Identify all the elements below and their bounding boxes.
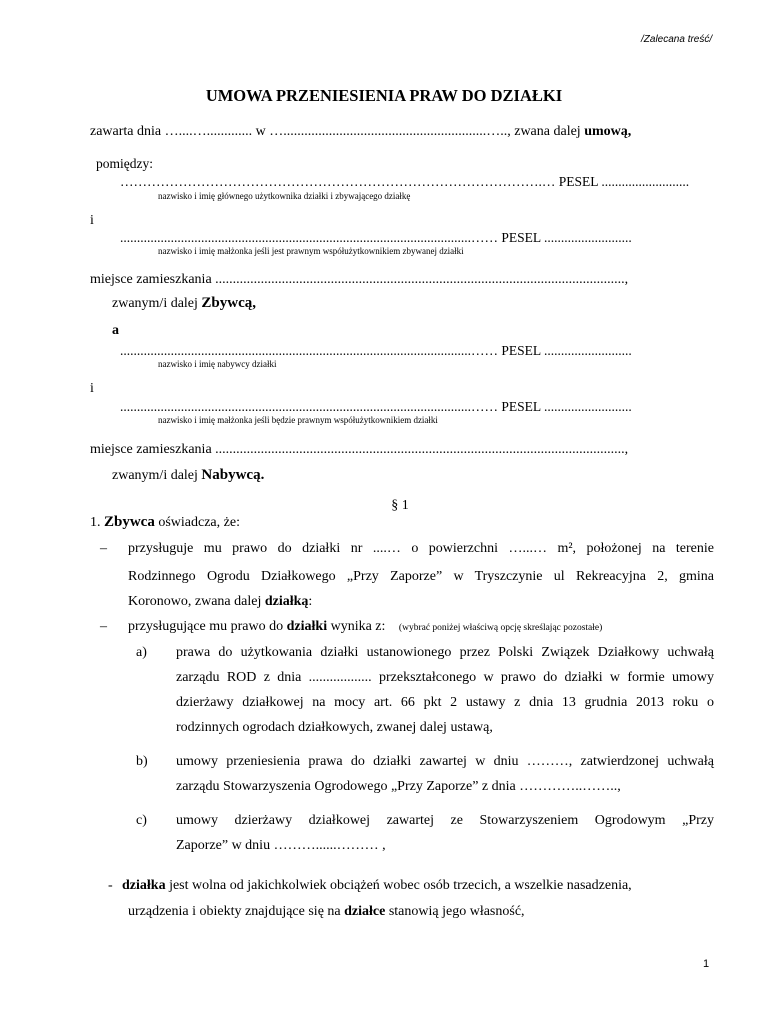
buyer-named-bold: Nabywcą. [201,467,265,483]
dash1-line3 [128,594,312,610]
seller-named-prefix: zwanym/i dalej [112,296,202,311]
header-note: /Zalecana treść/ [641,34,713,45]
buyer-named-line [112,467,264,484]
option-a-line1: prawa do użytkowania działki ustanowionego przez Polski Związek Działkowy uchwałą [176,645,714,660]
final-line2-text: urządzenia i obiekty znajdujące się na [128,904,345,919]
option-a-line4: rodzinnych ogrodach działkowych, zwanej dalej ustawą, [176,720,493,735]
option-c-line2: Zaporze” w dniu ………......……… , [176,838,386,853]
item-1-bold: Zbywca [104,514,155,530]
and-label-a: a [112,323,119,338]
section-symbol: § 1 [391,498,409,513]
dash2-text: przysługujące mu prawo do [128,619,287,634]
buyer-caption: nazwisko i imię nabywcy działki [158,359,277,369]
option-a-label: a) [136,645,147,660]
and-label-2: i [90,381,94,396]
dash-bullet-1: – [100,541,107,556]
final-bold-2: działce [344,904,386,919]
buyer-spouse-line: ........................................................................................................…… PESEL .......................... [120,399,632,414]
item-1-text: oświadcza, że: [154,515,240,530]
seller-name-line: ………………………………………………………………………………….… PESEL .......................... [120,174,690,189]
option-a-line2: zarządu ROD z dnia .................. przekształconego w prawo do działki w formie umowy [176,670,714,685]
buyer-named-prefix: zwanym/i dalej [112,468,202,483]
dash-bullet-2: – [100,619,107,634]
seller-caption: nazwisko i imię głównego użytkownika działki i zbywającego działkę [158,191,411,201]
dash1-line1: przysługuje mu prawo do działki nr ....… o powierzchni …...… m², położonej na terenie [128,541,714,556]
intro-bold: umową, [584,124,632,139]
final-dash: - [108,878,113,893]
dash1-line3-text: Koronowo, zwana dalej [128,594,265,609]
option-a-line3: dzierżawy działkowej na mocy art. 66 pkt 2 ustawy z dnia 13 grudnia 2013 roku o [176,695,714,710]
seller-residence: miejsce zamieszkania ....................................................................................................................., [90,272,629,287]
option-b-label: b) [136,754,148,769]
seller-spouse-caption: nazwisko i imię małżonka jeśli jest prawnym współużytkownikiem zbywanej działki [158,246,464,256]
dash1-line3-bold: działką [264,594,309,609]
option-c-line1: umowy dzierżawy działkowej zawartej ze Stowarzyszeniem Ogrodowym „Przy [176,813,714,828]
document-title: UMOWA PRZENIESIENIA PRAW DO DZIAŁKI [205,86,563,105]
final-line2 [128,904,525,920]
dash2-bold: działki [286,619,328,634]
intro-text: zawarta dnia …....…............. w …..........................................................….., zwana dalej [90,124,585,139]
page-number: 1 [703,958,710,970]
option-b-line1: umowy przeniesienia prawa do działki zawartej w dniu ………, zatwierdzonej uchwałą [176,754,714,769]
seller-named-bold: Zbywcą, [201,295,257,311]
and-label-1: i [90,213,94,228]
between-label: pomiędzy: [96,156,153,171]
dash2-note: (wybrać poniżej właściwą opcję skreślając pozostałe) [398,623,603,633]
option-c-label: c) [136,813,147,828]
dash2-text-end: wynika z: [327,619,386,634]
intro-line [90,124,631,140]
seller-spouse-line: ........................................................................................................…… PESEL .......................... [120,230,632,245]
dash1-line2: Rodzinnego Ogrodu Działkowego „Przy Zaporze” w Tryszczynie ul Rekreacyjna 2, gmina [128,569,714,584]
buyer-spouse-caption: nazwisko i imię małżonka jeśli będzie prawnym współużytkownikiem działki [158,415,438,425]
buyer-residence: miejsce zamieszkania ....................................................................................................................., [90,442,629,457]
item-1 [90,514,240,531]
final-bold-1: działka [122,878,166,893]
item-1-number: 1. [90,515,101,530]
dash2-line [128,619,602,635]
final-line2-end: stanowią jego własność, [385,904,525,919]
dash1-line3-end: : [308,594,313,609]
seller-named-line [112,295,256,312]
final-line1 [122,878,714,894]
final-line1-rest: jest wolna od jakichkolwiek obciążeń wobec osób trzecich, a wszelkie nasadzenia, [165,878,632,893]
option-b-line2: zarządu Stowarzyszenia Ogrodowego „Przy Zaporze” z dnia …………..…….., [176,779,621,794]
buyer-name-line: ........................................................................................................…… PESEL .......................... [120,343,632,358]
